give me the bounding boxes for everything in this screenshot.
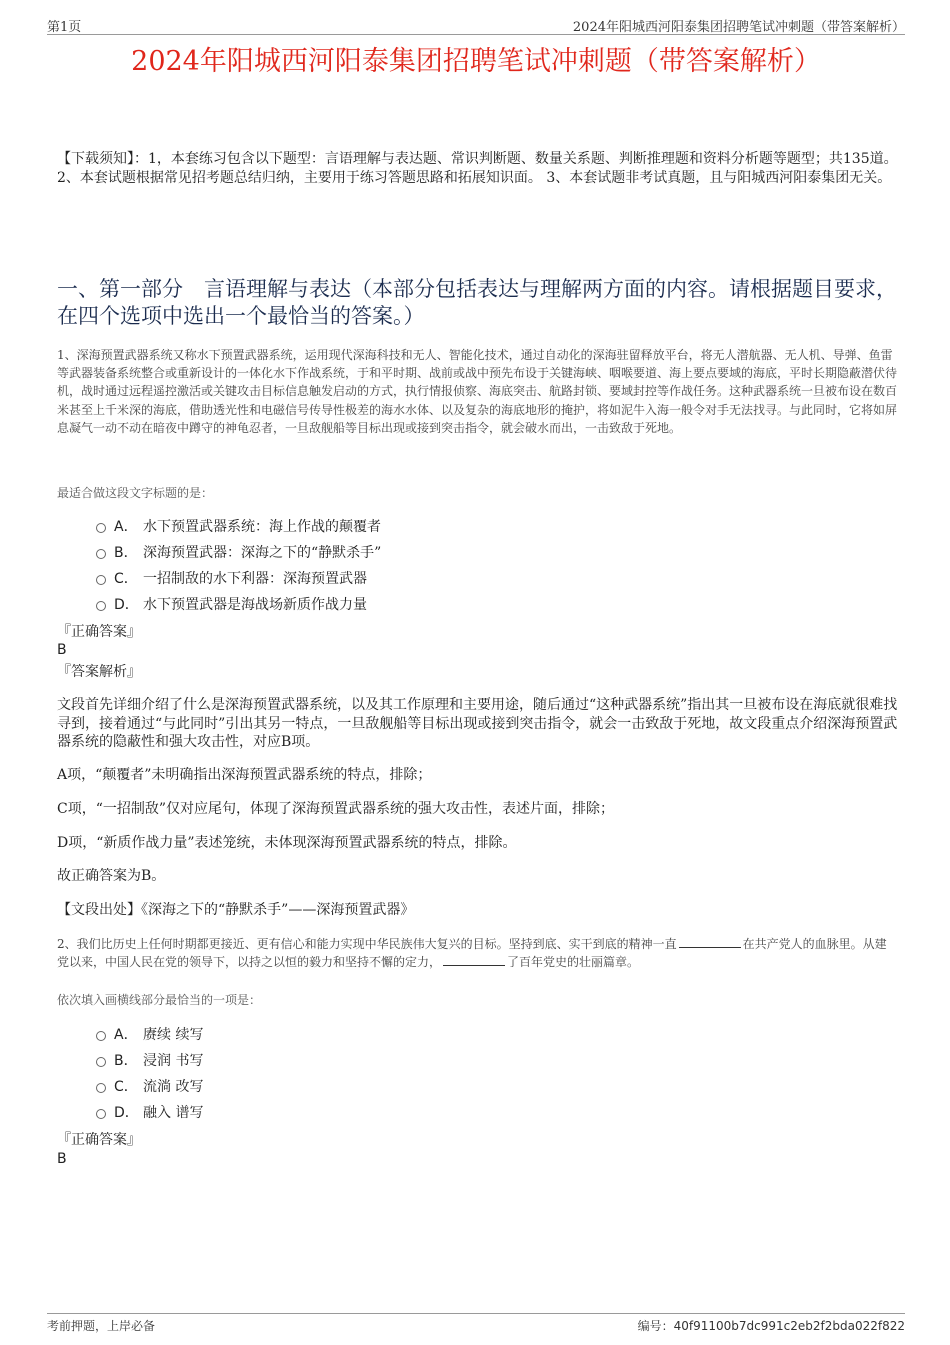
question-1-explain-c: C项，“一招制敌”仅对应尾句，体现了深海预置武器系统的强大攻击性，表述片面，排除； <box>57 801 615 817</box>
question-2-text: 2、我们比历史上任何时期都更接近、更有信心和能力实现中华民族伟大复兴的目标。坚持到底、实干到底的精神一直 在共产党人的血脉里。从建党以来，中国人民在党的领导下，以持之以恒的毅力和坚持不懈的定力， 了百年党史的壮丽篇章。 <box>57 937 887 970</box>
question-2-option-c[interactable]: C． 流淌 改写 <box>96 1073 796 1099</box>
question-1-explain-a: A项，“颠覆者”未明确指出深海预置武器系统的特点，排除； <box>57 767 432 783</box>
page-header <box>47 14 905 35</box>
question-2-options <box>96 1021 796 1125</box>
question-1-answer: B <box>57 642 67 658</box>
question-1-text: 1、深海预置武器系统又称水下预置武器系统，运用现代深海科技和无人、智能化技术，通过自动化的深海驻留释放平台，将无人潜航器、无人机、导弹、鱼雷等武器装备系统整合或重新设计的一体化水下作战系统，于和平时期、战前或战中预先布设于关键海峡、咽喉要道、海上要点要域的海底，平时长期隐蔽潜伏待机，战时通过远程遥控激活或关键攻击目标信息触发启动的方式，执行情报侦察、海底突击、航路封锁、要域封控等作战任务。这种武器系统一旦被布设在数百米甚至上千米深的海底，借助透光性和电磁信号传导性极差的海水水体、以及复杂的海底地形的掩护，将如泥牛入海一般令对手无法找寻。与此同时，它将如屏息凝气一动不动在暗夜中蹲守的神龟忍者，一旦敌舰船等目标出现或接到突击指令，就会破水而出，一击致敌于死地。 <box>57 348 898 435</box>
question-1-analysis-label: 『答案解析』 <box>57 664 141 680</box>
section-title: 一、第一部分 言语理解与表达（本部分包括表达与理解两方面的内容。请根据题目要求，在四个选项中选出一个最恰当的答案。） <box>57 277 897 328</box>
question-1-explain-d: D项，“新质作战力量”表述笼统，未体现深海预置武器系统的特点，排除。 <box>57 835 517 851</box>
blank-underline <box>443 953 505 966</box>
question-2-option-d[interactable]: D． 融入 谱写 <box>96 1099 796 1125</box>
radio-icon[interactable] <box>96 601 106 611</box>
question-1-option-c[interactable]: C． 一招制敌的水下利器：深海预置武器 <box>96 565 796 591</box>
question-2-option-a[interactable]: A． 赓续 续写 <box>96 1021 796 1047</box>
page-footer <box>47 1313 905 1334</box>
question-1-conclusion: 故正确答案为B。 <box>57 868 166 884</box>
radio-icon[interactable] <box>96 549 106 559</box>
radio-icon[interactable] <box>96 1031 106 1041</box>
radio-icon[interactable] <box>96 1057 106 1067</box>
question-1-prompt: 最适合做这段文字标题的是： <box>57 486 214 500</box>
question-1-options <box>96 513 796 617</box>
question-1-option-d[interactable]: D． 水下预置武器是海战场新质作战力量 <box>96 591 796 617</box>
download-notice: 【下载须知】：1，本套练习包含以下题型：言语理解与表达题、常识判断题、数量关系题、判断推理题和资料分析题等题型；共135道。 2、本套试题根据常见招考题总结归纳，主要用于练习答题思路和拓展知识面。 3、本套试题非考试真题，且与阳城西河阳泰集团无关。 <box>57 151 898 186</box>
radio-icon[interactable] <box>96 575 106 585</box>
question-2-answer: B <box>57 1151 67 1167</box>
question-1-answer-label: 『正确答案』 <box>57 624 141 640</box>
question-2-answer-label: 『正确答案』 <box>57 1132 141 1148</box>
radio-icon[interactable] <box>96 1083 106 1093</box>
question-1-option-a[interactable]: A． 水下预置武器系统：海上作战的颠覆者 <box>96 513 796 539</box>
page-number: 第1页 <box>47 20 82 35</box>
question-1-option-b[interactable]: B． 深海预置武器：深海之下的“静默杀手” <box>96 539 796 565</box>
header-doc-title: 2024年阳城西河阳泰集团招聘笔试冲刺题（带答案解析） <box>572 20 905 35</box>
question-1-source: 【文段出处】《深海之下的“静默杀手”——深海预置武器》 <box>57 902 415 918</box>
radio-icon[interactable] <box>96 1109 106 1119</box>
radio-icon[interactable] <box>96 523 106 533</box>
blank-underline <box>679 935 741 948</box>
document-title: 2024年阳城西河阳泰集团招聘笔试冲刺题（带答案解析） <box>131 46 821 77</box>
question-1-analysis: 文段首先详细介绍了什么是深海预置武器系统，以及其工作原理和主要用途，随后通过“这种武器系统”指出其一旦被布设在海底就很难找寻到，接着通过“与此同时”引出其另一特点，一旦敌舰船等目标出现或接到突击指令，就会一击致敌于死地，故文段重点介绍深海预置武器系统的隐蔽性和强大攻击性，对应B项。 <box>57 697 898 750</box>
question-2-prompt: 依次填入画横线部分最恰当的一项是： <box>57 993 262 1007</box>
footer-serial: 编号：40f91100b7dc991c2eb2f2bda022f822 <box>637 1319 905 1333</box>
footer-slogan: 考前押题，上岸必备 <box>47 1319 156 1333</box>
question-2-option-b[interactable]: B． 浸润 书写 <box>96 1047 796 1073</box>
